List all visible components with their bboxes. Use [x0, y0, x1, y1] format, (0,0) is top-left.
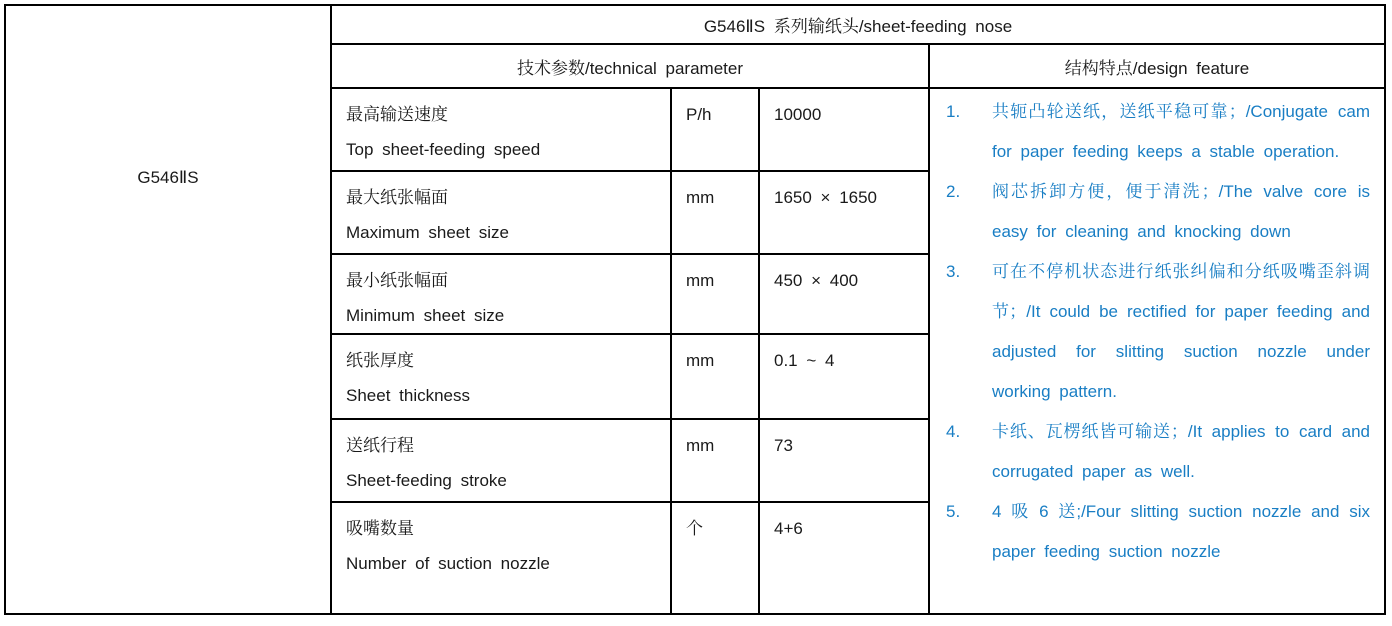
technical-parameter-header: [332, 45, 930, 89]
table-title: G546ⅡS 系列输纸头/sheet-feeding nose: [703, 17, 1013, 36]
param-name-cn: 最小纸张幅面: [346, 271, 448, 290]
param-name-en: Maximum sheet size: [346, 223, 509, 242]
param-name-en: Sheet thickness: [346, 386, 471, 405]
param-name-en: Minimum sheet size: [346, 306, 505, 325]
spec-table: [4, 4, 1386, 615]
param-name-en: Number of suction nozzle: [346, 554, 550, 573]
param-name-nozzle-count: [332, 503, 672, 613]
param-value: 73: [760, 420, 930, 503]
param-name-cn: 最大纸张幅面: [346, 188, 448, 207]
model-label: G546ⅡS: [137, 168, 199, 187]
feature-number: 2.: [946, 182, 961, 201]
param-unit: mm: [672, 420, 760, 503]
feature-number: 1.: [946, 102, 961, 121]
param-name-stroke: [332, 420, 672, 503]
param-unit: mm: [672, 335, 760, 420]
param-value: 0.1 ~ 4: [760, 335, 930, 420]
feature-item-1: [946, 92, 1370, 172]
param-value: 1650 × 1650: [760, 172, 930, 255]
feature-item-2: [946, 172, 1370, 252]
feature-number: 3.: [946, 262, 961, 281]
feature-item-4: [946, 412, 1370, 492]
param-name-cn: 纸张厚度: [346, 351, 414, 370]
param-name-en: Sheet-feeding stroke: [346, 471, 507, 490]
feature-text: 卡纸、瓦楞纸皆可输送；/It applies to card and corrugated paper as well.: [992, 422, 1370, 481]
param-unit: mm: [672, 172, 760, 255]
param-name-cn: 送纸行程: [346, 436, 414, 455]
param-unit: mm: [672, 255, 760, 335]
param-name-thickness: [332, 335, 672, 420]
model-cell: [6, 6, 332, 613]
feature-text: 可在不停机状态进行纸张纠偏和分纸吸嘴歪斜调节；/It could be rectified for paper feeding and adjusted for slitting suction nozzle under working pattern.: [992, 262, 1370, 401]
param-value: 10000: [760, 89, 930, 172]
design-feature-header: [930, 45, 1384, 89]
param-name-min-size: [332, 255, 672, 335]
feature-text: 阀芯拆卸方便，便于清洗；/The valve core is easy for cleaning and knocking down: [992, 182, 1370, 241]
param-unit: P/h: [672, 89, 760, 172]
param-name-en: Top sheet-feeding speed: [346, 140, 541, 159]
param-name-cn: 最高输送速度: [346, 105, 448, 124]
feature-number: 5.: [946, 502, 961, 521]
param-value: 450 × 400: [760, 255, 930, 335]
param-name-cn: 吸嘴数量: [346, 519, 414, 538]
technical-parameter-header-label: 技术参数/technical parameter: [516, 58, 744, 78]
design-feature-list: [930, 89, 1384, 613]
feature-text: 共轭凸轮送纸，送纸平稳可靠；/Conjugate cam for paper feeding keeps a stable operation.: [992, 102, 1370, 161]
table-title-cell: [332, 6, 1384, 45]
param-value: 4+6: [760, 503, 930, 613]
param-unit: 个: [672, 503, 760, 613]
design-feature-header-label: 结构特点/design feature: [1064, 58, 1250, 78]
feature-number: 4.: [946, 422, 961, 441]
param-name-top-speed: [332, 89, 672, 172]
feature-item-3: [946, 252, 1370, 412]
feature-item-5: [946, 492, 1370, 572]
param-name-max-size: [332, 172, 672, 255]
feature-text: 4 吸 6 送;/Four slitting suction nozzle and six paper feeding suction nozzle: [992, 502, 1370, 561]
